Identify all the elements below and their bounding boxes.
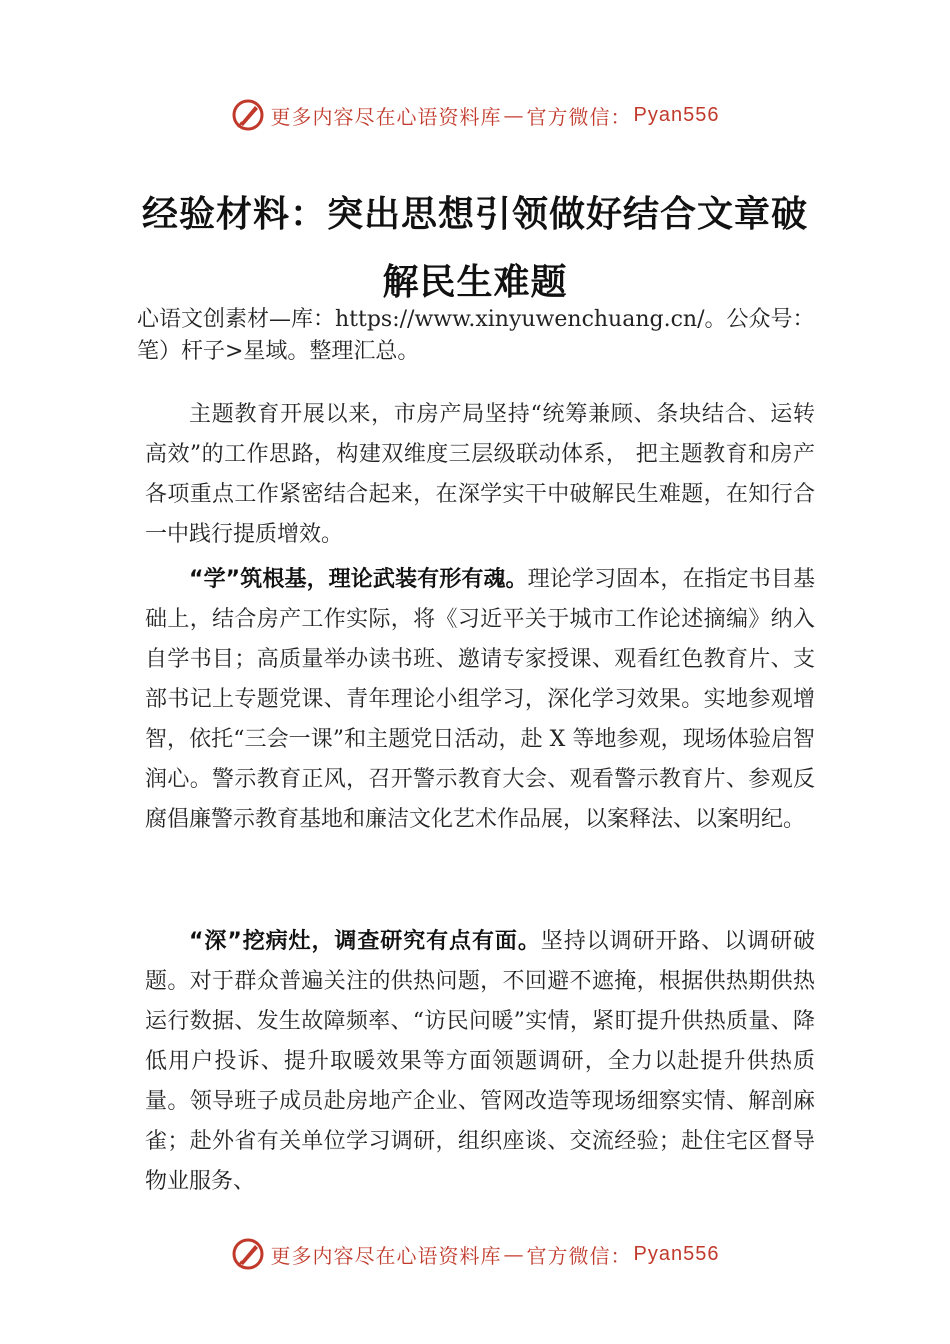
paragraph-research-body: 坚持以调研开路、以调研破题。对于群众普遍关注的供热问题，不回避不遮掩，根据供热期供热运行数据、发生故障频率、“访民问暖”实情，紧盯提升供热质量、降低用户投诉、提升取暖效果等方面领题调研，全力以赴提升供热质量。领导班子成员赴房地产企业、管网改造等现场细察实情、解剖麻雀；赴外省有关单位学习调研，组织座谈、交流经验；赴住宅区督导物业服务、: [145, 929, 815, 1194]
paragraph-study: [145, 560, 815, 840]
header-banner: [0, 95, 950, 135]
banner-wechat-id: Pyan556: [633, 103, 720, 126]
banner-wechat-id: Pyan556: [633, 1242, 720, 1265]
paragraph-research-heading: “深”挖病灶，调查研究有点有面。: [189, 929, 541, 954]
page-title-line-1: 经验材料：突出思想引领做好结合文章破: [141, 193, 808, 235]
footer-banner: [0, 1234, 950, 1274]
paragraph-research: [145, 922, 815, 1202]
banner-separator: —: [503, 103, 525, 127]
paragraph-intro: 主题教育开展以来，市房产局坚持“统筹兼顾、条块结合、运转高效”的工作思路，构建双维度三层级联动体系， 把主题教育和房产各项重点工作紧密结合起来，在深学实干中破解民生难题，在知行合一中践行提质增效。: [145, 402, 815, 547]
banner-text: 更多内容尽在心语资料库: [270, 1243, 502, 1268]
page-title-line-2: 解民生难题: [382, 261, 568, 303]
quill-logo-icon: [231, 98, 265, 132]
paragraph-study-heading: “学”筑根基，理论武装有形有魂。: [189, 567, 528, 592]
banner-separator: —: [503, 1242, 525, 1266]
banner-wechat-label: 官方微信：: [526, 1243, 632, 1268]
banner-wechat-label: 官方微信：: [526, 104, 632, 129]
quill-logo-icon: [231, 1237, 265, 1271]
paragraph-study-body: 理论学习固本，在指定书目基础上，结合房产工作实际，将《习近平关于城市工作论述摘编》纳入自学书目；高质量举办读书班、邀请专家授课、观看红色教育片、支部书记上专题党课、青年理论小组学习，深化学习效果。实地参观增智，依托“三会一课”和主题党日活动，赴 X 等地参观，现场体验启智润心。警示教育正风，召开警示教育大会、观看警示教育片、参观反腐倡廉警示教育基地和廉洁文化艺术作品展，以案释法、以案明纪。: [145, 567, 815, 832]
source-note: 心语文创素材—库：https://www.xinyuwenchuang.cn/。公众号：笔）杆子>星域。整理汇总。: [137, 307, 815, 364]
banner-text: 更多内容尽在心语资料库: [270, 104, 502, 129]
